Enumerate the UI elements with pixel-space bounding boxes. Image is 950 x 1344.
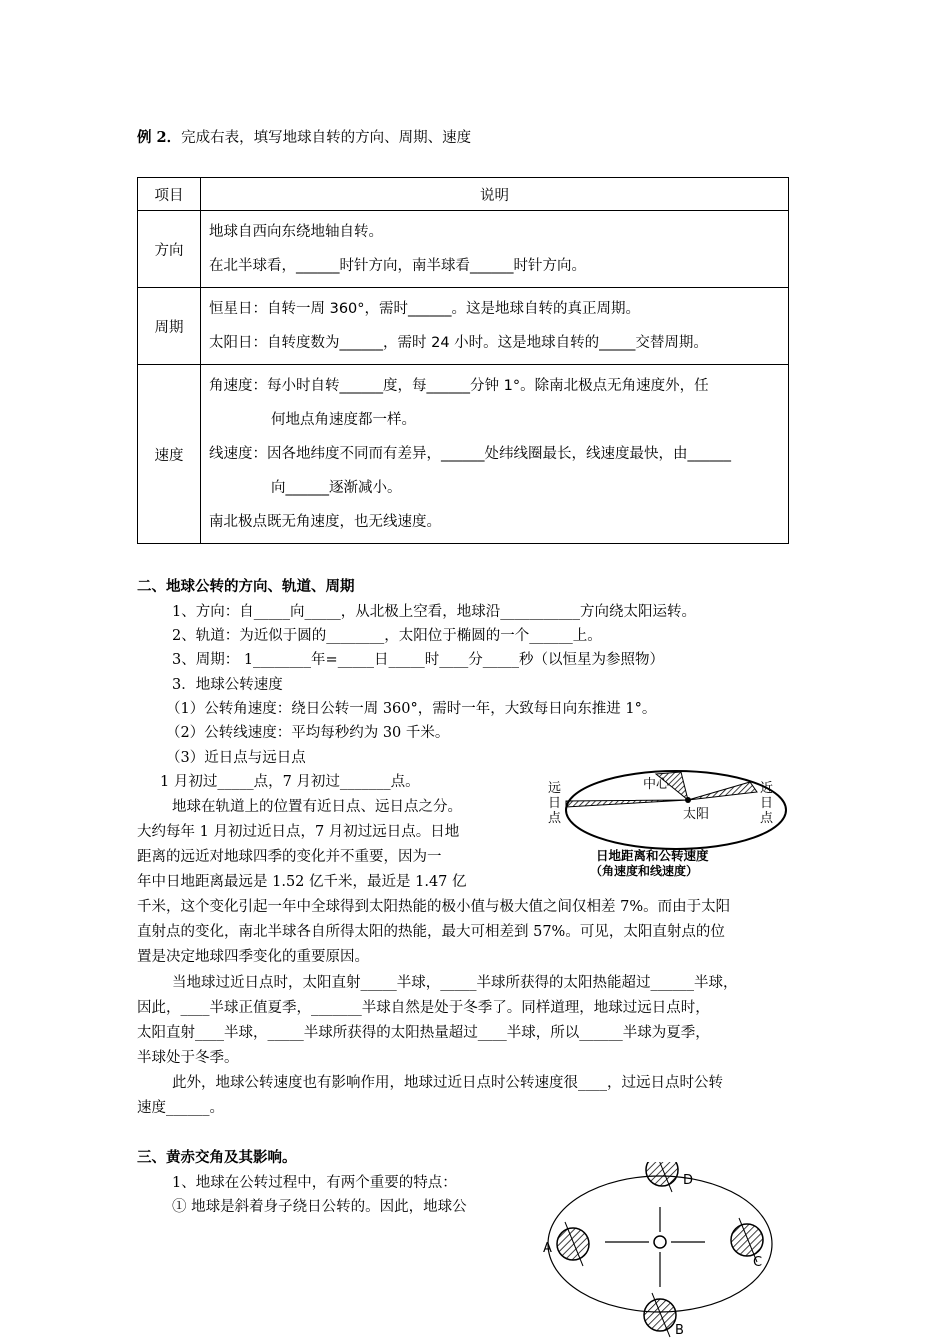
section2-p14: 直射点的变化，南北半球各自所得太阳的热能，最大可相差到 57%。可见，太阳直射点的位 [137, 924, 725, 940]
section3-title: 三、黄赤交角及其影响。 [137, 1150, 297, 1166]
section2-p21: 速度______。 [137, 1100, 224, 1116]
section3-p1: 1、地球在公转过程中，有两个重要的特点： [172, 1175, 457, 1191]
far-sector [566, 800, 688, 807]
row-speed [201, 365, 789, 544]
label-d: D [683, 1173, 694, 1188]
period-line2: 太阳日：自转度数为______，需时 24 小时。这是地球自转的_____交替周期。 [209, 335, 708, 351]
period-line1: 恒星日：自转一周 360°，需时______。这是地球自转的真正周期。 [209, 301, 641, 317]
row-period [201, 288, 789, 365]
row-label-direction: 方向 [138, 211, 201, 288]
near-point-label: 近日点 [760, 781, 774, 826]
section2-p13: 千米，这个变化引起一年中全球得到太阳热能的极小值与极大值之间仅相差 7%。而由于太阳 [137, 899, 731, 915]
row-label-speed: 速度 [138, 365, 201, 544]
season-diagram [535, 1162, 795, 1342]
earth-a-icon [557, 1222, 589, 1266]
section3-p2: ① 地球是斜着身子绕日公转的。因此，地球公 [172, 1199, 467, 1215]
section2-p4: 3．地球公转速度 [172, 677, 283, 693]
section2-p19: 半球处于冬季。 [137, 1050, 239, 1066]
near-sector [688, 782, 757, 800]
earth-d-icon [646, 1162, 678, 1192]
sun-icon [654, 1236, 666, 1248]
center-label: 中心 [643, 777, 670, 792]
sun-icon [685, 797, 691, 803]
section2-p12: 年中日地距离最远是 1.52 亿千米，最近是 1.47 亿 [137, 874, 467, 890]
speed-line4: 向______逐渐减小。 [271, 480, 402, 496]
example-text: 完成右表，填写地球自转的方向、周期、速度 [181, 130, 472, 146]
section2-title: 二、地球公转的方向、轨道、周期 [137, 579, 355, 595]
section2-p5: （1）公转角速度：绕日公转一周 360°，需时一年，大致每日向东推进 1°。 [166, 701, 657, 717]
far-point-label: 远日点 [548, 781, 562, 826]
section2-p11: 距离的远近对地球四季的变化并不重要，因为一 [137, 849, 442, 865]
section2-p20: 此外，地球公转速度也有影响作用，地球过近日点时公转速度很____，过远日点时公转 [172, 1075, 723, 1091]
speed-line3: 线速度：因各地纬度不同而有差异，______处纬线圈最长，线速度最快，由______ [209, 446, 731, 462]
section2-p6: （2）公转线速度：平均每秒约为 30 千米。 [166, 725, 450, 741]
section2-p10: 大约每年 1 月初过近日点，7 月初过远日点。日地 [137, 824, 460, 840]
table-header-description: 说明 [201, 178, 789, 211]
section2-p17: 因此，____半球正值夏季，_______半球自然是处于冬季了。同样道理，地球过远日点时， [137, 1000, 710, 1016]
speed-line2: 何地点角速度都一样。 [271, 412, 416, 428]
section2-p15: 置是决定地球四季变化的重要原因。 [137, 949, 369, 965]
label-b: B [675, 1323, 684, 1338]
section2-p1: 1、方向：自_____向_____，从北极上空看，地球沿___________方向绕太阳运转。 [172, 604, 696, 620]
speed-line5: 南北极点既无角速度，也无线速度。 [209, 514, 441, 530]
section2-p2: 2、轨道：为近似于圆的________，太阳位于椭圆的一个______上。 [172, 628, 602, 644]
section2-p8: 1 月初过_____点，7 月初过_______点。 [160, 774, 420, 790]
row-label-period: 周期 [138, 288, 201, 365]
section2-p16: 当地球过近日点时，太阳直射_____半球，_____半球所获得的太阳热能超过______半球， [172, 975, 738, 991]
orbit-caption-1: 日地距离和公转速度 [596, 848, 709, 863]
direction-line1: 地球自西向东绕地轴自转。 [209, 224, 383, 240]
section2-p18: 太阳直射____半球，_____半球所获得的太阳热量超过____半球，所以______半球为夏季， [137, 1025, 710, 1041]
section2-p9: 地球在轨道上的位置有近日点、远日点之分。 [172, 799, 462, 815]
example-label: 例 2． [137, 129, 182, 146]
label-a: A [543, 1241, 552, 1256]
table-header-item: 项目 [138, 178, 201, 211]
speed-line1: 角速度：每小时自转______度，每______分钟 1°。除南北极点无角速度外，任 [209, 378, 709, 394]
row-direction [201, 211, 789, 288]
label-c: C [753, 1255, 763, 1270]
rotation-table [137, 177, 789, 544]
earth-b-icon [644, 1293, 676, 1337]
example-heading [137, 128, 471, 148]
section2-p3: 3、周期： 1________年=_____日_____时____分_____秒（以恒星为参照物） [172, 652, 664, 668]
orbit-caption-2: （角速度和线速度） [590, 864, 699, 878]
section2-p7: （3）近日点与远日点 [166, 750, 306, 766]
sun-label: 太阳 [683, 807, 710, 822]
direction-line2: 在北半球看，______时针方向，南半球看______时针方向。 [209, 258, 586, 274]
